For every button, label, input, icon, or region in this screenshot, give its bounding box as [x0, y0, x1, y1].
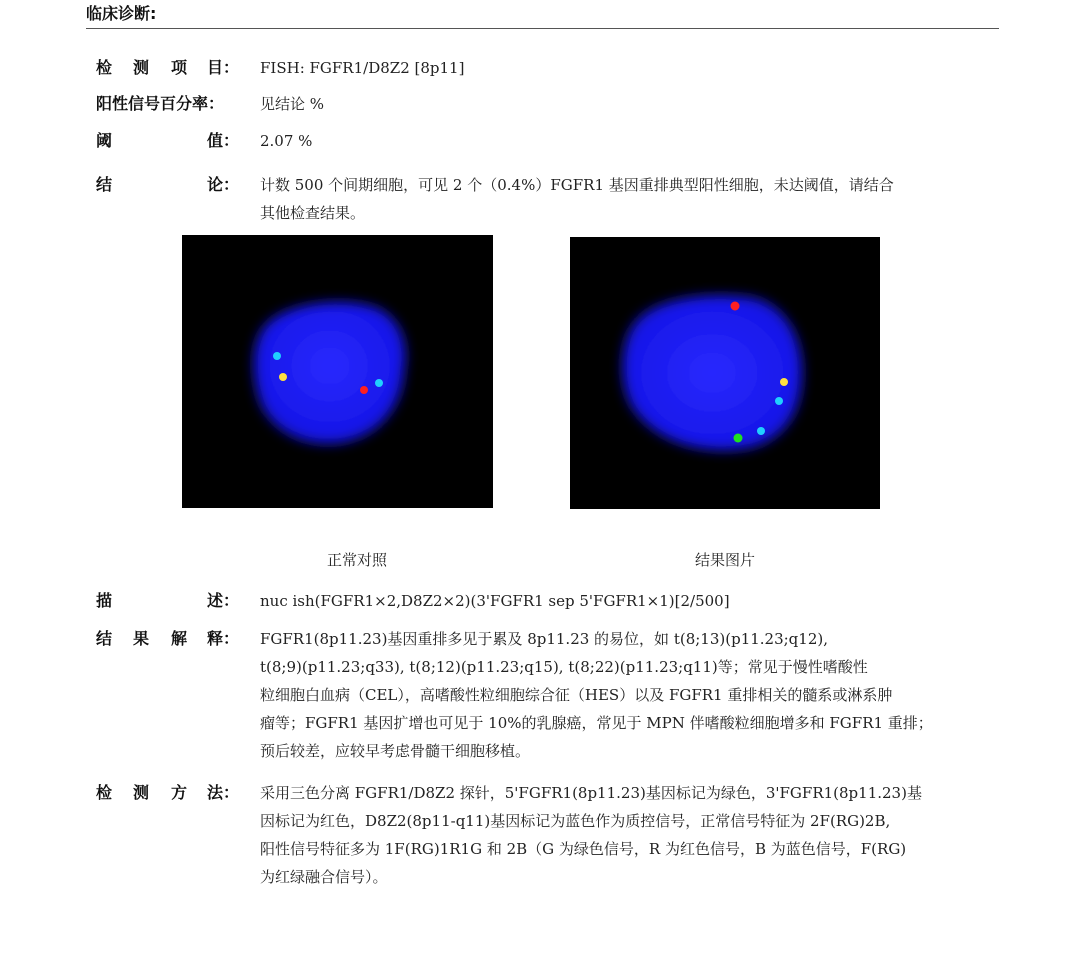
label-char: 目： [207, 58, 240, 77]
interpretation-line: 瘤等；FGFR1 基因扩增也可见于 10%的乳腺癌，常见于 MPN 伴嗜酸粒细胞增多和 FGFR1 重排； [260, 714, 933, 732]
threshold-value: 2.07 % [260, 132, 313, 150]
red-signal [731, 302, 740, 311]
clinical-diagnosis-header: 临床诊断: [86, 2, 999, 29]
label-char: 述： [207, 591, 240, 610]
yellow-signal [279, 373, 287, 381]
cyan-signal [273, 352, 281, 360]
conclusion-line: 其他检查结果。 [260, 204, 366, 222]
cyan-signal [757, 427, 765, 435]
label-char: 测 [133, 58, 150, 77]
positive-rate-label: 阳性信号百分率： [96, 94, 225, 113]
method-line: 阳性信号特征多为 1F(RG)1R1G 和 2B（G 为绿色信号，R 为红色信号，B 为蓝色信号，F(RG) [260, 840, 907, 858]
normal-control-image [182, 235, 493, 508]
label-char: 阈 [96, 131, 113, 150]
result-image-caption: 结果图片 [694, 551, 755, 569]
interpretation-line: 粒细胞白血病（CEL），高嗜酸性粒细胞综合征（HES）以及 FGFR1 重排相关的髓系或淋系肿 [260, 686, 893, 704]
label-char: 果 [133, 629, 150, 648]
label-char: 结 [96, 175, 113, 194]
label-char: 项 [171, 58, 188, 77]
method-line: 采用三色分离 FGFR1/D8Z2 探针，5'FGFR1(8p11.23)基因标记为绿色，3'FGFR1(8p11.23)基 [260, 784, 922, 802]
label-char: 描 [96, 591, 113, 610]
cyan-signal [775, 397, 783, 405]
conclusion-line: 计数 500 个间期细胞，可见 2 个（0.4%）FGFR1 基因重排典型阳性细胞，未达阈值，请结合 [260, 176, 894, 194]
method-value [260, 779, 988, 891]
result-image [570, 237, 880, 509]
label-char: 结 [96, 629, 113, 648]
interpretation-line: t(8;9)(p11.23;q33), t(8;12)(p11.23;q15), t(8;22)(p11.23;q11)等；常见于慢性嗜酸性 [260, 658, 868, 676]
label-char: 检 [96, 58, 113, 77]
green-signal [734, 434, 743, 443]
red-signal [360, 386, 368, 394]
label-char: 论： [207, 175, 240, 194]
normal-control-caption: 正常对照 [326, 551, 387, 569]
method-line: 为红绿融合信号）。 [260, 868, 388, 886]
interpretation-line: FGFR1(8p11.23)基因重排多见于累及 8p11.23 的易位，如 t(8;13)(p11.23;q12), [260, 630, 828, 648]
test-item-value: FISH: FGFR1/D8Z2 [8p11] [260, 59, 465, 77]
label-char: 解 [171, 629, 188, 648]
method-line: 因标记为红色，D8Z2(8p11-q11)基因标记为蓝色作为质控信号，正常信号特征为 2F(RG)2B, [260, 812, 891, 830]
label-char: 测 [133, 783, 150, 802]
cyan-signal [375, 379, 383, 387]
label-char: 值： [207, 131, 240, 150]
label-char: 法： [207, 783, 240, 802]
label-char: 检 [96, 783, 113, 802]
interpretation-line: 预后较差，应较早考虑骨髓干细胞移植。 [260, 742, 531, 760]
positive-rate-value: 见结论 % [260, 95, 325, 113]
description-value: nuc ish(FGFR1×2,D8Z2×2)(3'FGFR1 sep 5'FGFR1×1)[2/500] [260, 592, 730, 610]
label-char: 释： [207, 629, 240, 648]
yellow-signal [780, 378, 788, 386]
conclusion-value [260, 171, 988, 227]
interpretation-value [260, 625, 988, 765]
label-char: 方 [171, 783, 188, 802]
